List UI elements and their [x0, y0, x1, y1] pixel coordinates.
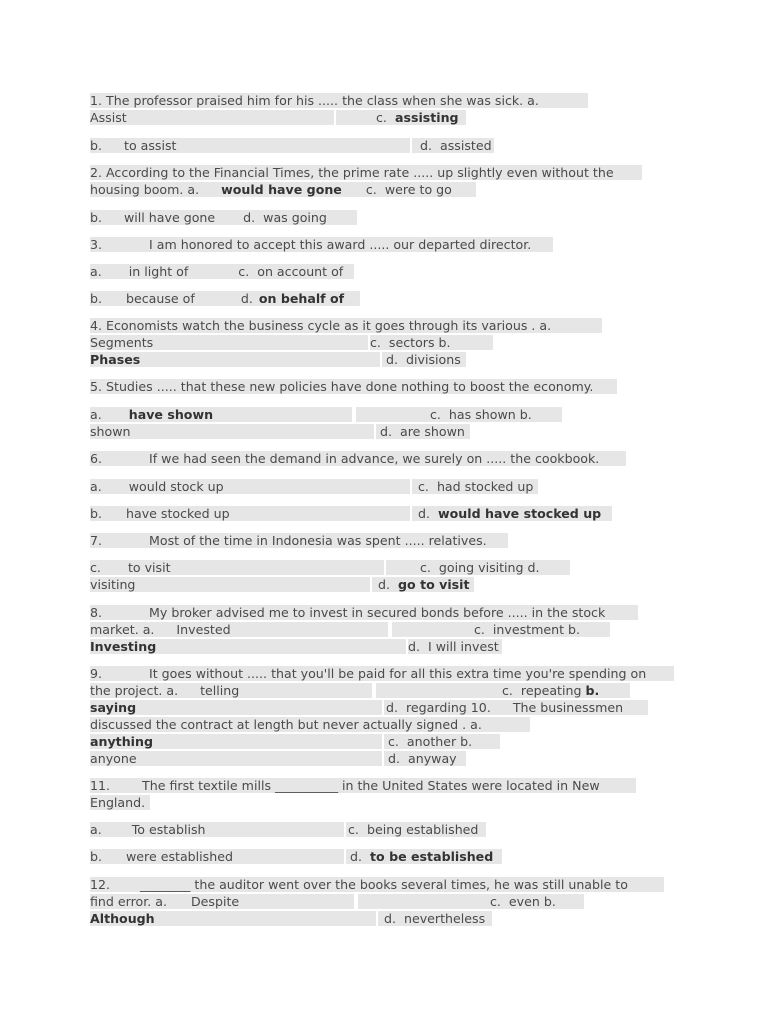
q3-option-c-text: on account of — [257, 264, 344, 279]
q6-option-b — [90, 506, 410, 521]
q6-option-row-bd — [90, 506, 612, 521]
q7-option-d — [372, 577, 474, 592]
q12-stem — [90, 877, 664, 892]
q1-stem — [90, 93, 588, 108]
q5-option-a-text: have shown — [128, 407, 214, 422]
q7-option-c-second — [386, 560, 570, 575]
q9-stem-text: It goes without ..... that you'll be paid for all this extra time you're spending on — [149, 666, 647, 681]
q3-number: 3. — [90, 237, 103, 252]
q4-option-row-bd — [90, 352, 466, 367]
q12-option-d — [378, 911, 492, 926]
q2-option-c-label: c. — [365, 182, 377, 197]
q3-option-c-label: c. — [238, 264, 250, 279]
q9-option-a — [90, 683, 372, 698]
q11-option-c — [346, 822, 486, 837]
q4-stem — [90, 318, 602, 333]
q10-option-row-bd — [90, 751, 466, 766]
q12-option-c-text: c. even b. — [490, 894, 556, 909]
q10-option-a-text: anything — [90, 734, 153, 749]
q9-option-row-bd — [90, 700, 648, 715]
q5-option-d-text: d. are shown — [380, 424, 465, 439]
q1-option-a — [90, 110, 334, 125]
q5-option-b — [90, 424, 374, 439]
q3-option-row-bd — [90, 291, 360, 306]
q11-option-d-text: to be established — [370, 849, 494, 864]
q11-number: 11. — [90, 778, 111, 793]
q6-option-d-text: would have stocked up — [438, 506, 602, 521]
q8-number: 8. — [90, 605, 103, 620]
q10-option-c — [384, 734, 500, 749]
q5-option-row-ac — [90, 407, 562, 422]
q8-option-c — [392, 622, 610, 637]
q6-option-row-ac — [90, 479, 538, 494]
q6-option-c-text: had stocked up — [436, 479, 534, 494]
q1-stem-text: 1. The professor praised him for his ..... the class when she was sick. a. — [90, 93, 539, 108]
q8-option-a — [90, 622, 388, 637]
q6-stem — [90, 451, 626, 466]
q7-option-c-label: c. — [90, 560, 101, 575]
q2-stem — [90, 165, 642, 180]
q6-option-d-label: d. — [418, 506, 430, 521]
q5-stem — [90, 379, 617, 394]
q10-option-b-text: anyone — [90, 751, 137, 766]
q1-option-c-text: assisting — [394, 110, 459, 125]
q11-option-row-ac — [90, 822, 486, 837]
q12-option-b — [90, 911, 376, 926]
q6-number: 6. — [90, 451, 103, 466]
q4-option-b — [90, 352, 380, 367]
q3-option-a-text: in light of — [128, 264, 189, 279]
q9-stem — [90, 666, 674, 681]
q12-stem-text: the auditor went over the books several times, he was still unable to — [194, 877, 628, 892]
q7-number: 7. — [90, 533, 103, 548]
q10-stem-intro: The businessmen — [512, 700, 624, 715]
q1-option-b-label: b. — [90, 138, 102, 153]
q3-option-a-label: a. — [90, 264, 102, 279]
q6-option-b-text: have stocked up — [126, 506, 230, 521]
q12-option-row-ac — [90, 894, 584, 909]
q1-option-b — [90, 138, 410, 153]
q7-option-d-text: go to visit — [398, 577, 470, 592]
q12-blank: ________ — [140, 877, 191, 892]
q3-option-b-label: b. — [90, 291, 102, 306]
q8-stem-text-2: market. a. — [90, 622, 155, 637]
q5-option-a-label: a. — [90, 407, 102, 422]
q8-option-c-text: c. investment b. — [474, 622, 581, 637]
q9-option-a-text: telling — [200, 683, 240, 698]
q1-option-row-bd — [90, 138, 494, 153]
q7-option-b — [90, 577, 370, 592]
q10-option-d-text: d. anyway — [388, 751, 457, 766]
q4-option-d — [382, 352, 466, 367]
q8-option-d — [408, 639, 502, 654]
q8-option-row-ac — [90, 622, 610, 637]
q5-option-a — [90, 407, 352, 422]
q11-stem-text-2: England. — [90, 795, 146, 810]
q12-option-a-text: Despite — [190, 894, 240, 909]
q2-stem-line2 — [90, 182, 476, 197]
q6-option-c — [412, 479, 538, 494]
q7-option-row-bd — [90, 577, 474, 592]
q9-option-d-text: d. regarding 10. — [386, 700, 491, 715]
q12-option-b-text: Although — [90, 911, 155, 926]
q12-number: 12. — [90, 877, 111, 892]
q8-stem-text: My broker advised me to invest in secured bonds before ..... in the stock — [149, 605, 606, 620]
q12-option-a — [90, 894, 354, 909]
q5-option-b-text: shown — [90, 424, 131, 439]
q10-stem-text: discussed the contract at length but never actually signed . a. — [90, 717, 482, 732]
q9-option-c-text: c. repeating — [502, 683, 582, 698]
q2-option-d-label: d. — [243, 210, 256, 225]
q3-option-d-label: d. — [240, 291, 253, 306]
q3-option-row-ac — [90, 264, 354, 279]
q6-option-a-label: a. — [90, 479, 102, 494]
q4-option-c-text: c. sectors b. — [370, 335, 451, 350]
q8-option-row-bd — [90, 639, 502, 654]
q11-option-b-text: were established — [126, 849, 233, 864]
q9-option-b-text: saying — [90, 700, 137, 715]
q6-option-d — [412, 506, 612, 521]
q8-stem — [90, 605, 638, 620]
q11-stem-line2 — [90, 795, 150, 810]
q3-stem — [90, 237, 553, 252]
q9-option-d — [384, 700, 648, 715]
q11-option-a-label: a. — [90, 822, 102, 837]
q10-option-d — [384, 751, 466, 766]
q3-option-b-text: because of — [126, 291, 195, 306]
q12-stem-text-2: find error. a. — [90, 894, 167, 909]
q10-option-row-ac — [90, 734, 500, 749]
q8-option-b — [90, 639, 406, 654]
q4-option-a-text: Segments — [90, 335, 154, 350]
q2-stem-text-2: housing boom. a. — [90, 182, 200, 197]
q2-option-row-bd — [90, 210, 357, 225]
q5-option-d — [376, 424, 470, 439]
q10-option-c-text: c. another b. — [388, 734, 473, 749]
q11-option-row-bd — [90, 849, 502, 864]
q9-option-row-ac — [90, 683, 630, 698]
q7-option-c-first — [90, 560, 384, 575]
q11-option-b-label: b. — [90, 849, 102, 864]
q9-option-b — [90, 700, 382, 715]
q11-blank: __________ — [275, 778, 338, 793]
q10-stem — [90, 717, 530, 732]
q5-option-c-text: c. has shown b. — [430, 407, 532, 422]
q7-stem — [90, 533, 508, 548]
q11-option-c-text: being established — [366, 822, 479, 837]
q2-stem-text: 2. According to the Financial Times, the prime rate ..... up slightly even without the — [90, 165, 614, 180]
q7-option-b-text: visiting — [90, 577, 136, 592]
q2-option-b-label: b. — [90, 210, 102, 225]
q11-option-d-label: d. — [350, 849, 362, 864]
q11-option-a — [90, 822, 344, 837]
q5-option-row-bd — [90, 424, 470, 439]
q8-option-d-text: d. I will invest — [408, 639, 499, 654]
q6-option-a — [90, 479, 410, 494]
q4-option-a — [90, 335, 368, 350]
q7-option-c-second-text: c. going visiting d. — [420, 560, 540, 575]
q2-option-c-text: were to go — [384, 182, 452, 197]
q11-stem — [90, 778, 636, 793]
q7-stem-text: Most of the time in Indonesia was spent ..... relatives. — [149, 533, 487, 548]
q1-option-d-label: d. — [420, 138, 432, 153]
q1-option-d-text: assisted — [440, 138, 492, 153]
q1-option-row-ac — [90, 110, 466, 125]
q7-option-d-label: d. — [378, 577, 390, 592]
q2-option-d-text: was going — [263, 210, 327, 225]
q1-option-c — [336, 110, 466, 125]
q11-stem-text: The first textile mills — [142, 778, 272, 793]
q3-option-d-text: on behalf of — [258, 291, 345, 306]
q12-option-d-text: d. nevertheless — [384, 911, 486, 926]
q11-option-c-label: c. — [348, 822, 359, 837]
q5-option-c — [356, 407, 562, 422]
q9-number: 9. — [90, 666, 103, 681]
q12-option-c — [358, 894, 584, 909]
q6-option-a-text: would stock up — [128, 479, 224, 494]
q1-option-b-text: to assist — [124, 138, 177, 153]
q11-option-d — [346, 849, 502, 864]
q1-option-d — [412, 138, 494, 153]
q4-stem-text: 4. Economists watch the business cycle as it goes through its various . a. — [90, 318, 552, 333]
q12-option-row-bd — [90, 911, 492, 926]
q6-option-b-label: b. — [90, 506, 102, 521]
q8-option-b-text: Investing — [90, 639, 157, 654]
q7-option-c-first-text: to visit — [127, 560, 171, 575]
q6-option-c-label: c. — [418, 479, 429, 494]
q8-option-a-text: Invested — [176, 622, 231, 637]
q2-option-a-text: would have gone — [221, 182, 342, 197]
q9-option-b-label: b. — [585, 683, 600, 698]
q4-option-b-text: Phases — [90, 352, 141, 367]
q5-stem-text: 5. Studies ..... that these new policies have done nothing to boost the economy. — [90, 379, 594, 394]
q4-option-row-ac — [90, 335, 493, 350]
q9-stem-text-2: the project. a. — [90, 683, 179, 698]
q10-option-a — [90, 734, 382, 749]
q9-option-c — [376, 683, 630, 698]
q1-option-a-text: Assist — [90, 110, 127, 125]
q11-option-a-text: To establish — [131, 822, 206, 837]
q4-option-c — [370, 335, 493, 350]
q2-option-b-text: will have gone — [124, 210, 216, 225]
q6-stem-text: If we had seen the demand in advance, we surely on ..... the cookbook. — [149, 451, 600, 466]
q7-option-row-c — [90, 560, 570, 575]
q10-option-b — [90, 751, 382, 766]
q4-option-d-text: d. divisions — [386, 352, 461, 367]
q11-option-b — [90, 849, 344, 864]
q3-stem-text: I am honored to accept this award ..... our departed director. — [149, 237, 532, 252]
q1-option-c-label: c. — [376, 110, 387, 125]
q11-stem-text-end: in the United States were located in New — [342, 778, 600, 793]
